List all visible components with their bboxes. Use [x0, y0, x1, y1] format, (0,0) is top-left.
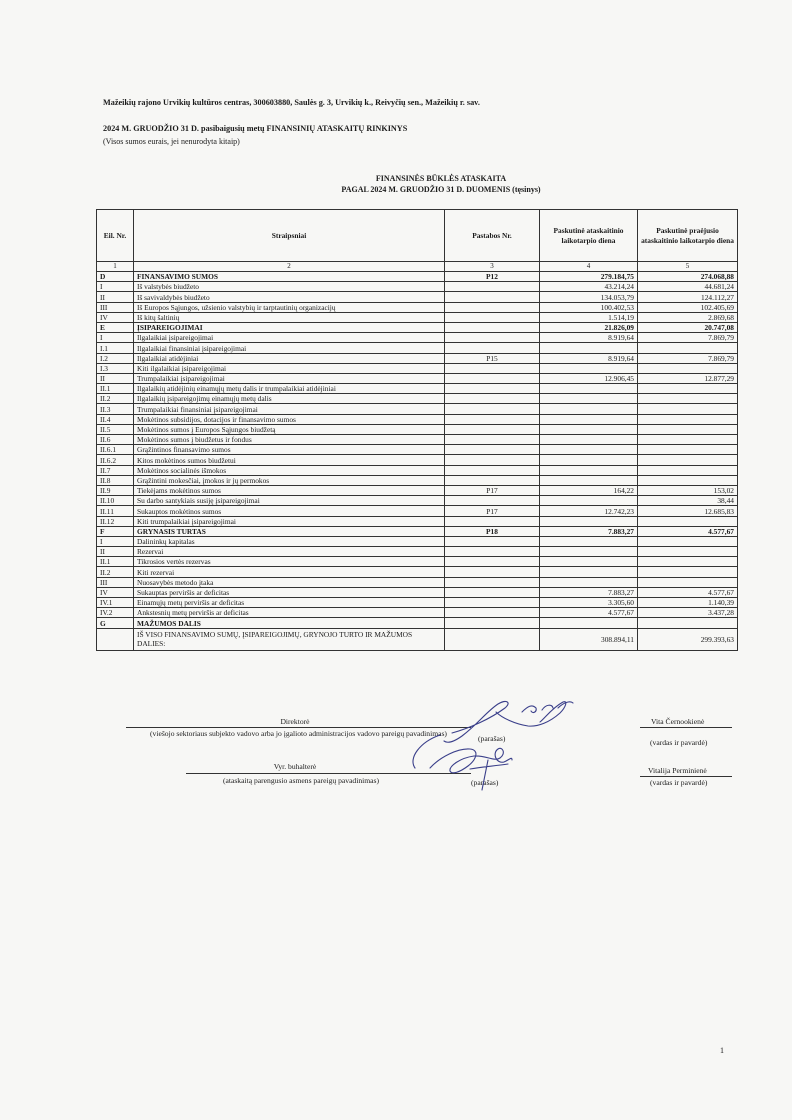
row-code: III — [97, 577, 134, 587]
row-name: Mokėtinos sumos į biudžetus ir fondus — [134, 435, 445, 445]
row-code: II.9 — [97, 485, 134, 495]
total-label: IŠ VISO FINANSAVIMO SUMŲ, ĮSIPAREIGOJIMŲ, GRYNOJO TURTO IR MAŽUMOS DALIES: — [134, 628, 445, 650]
row-name: Einamųjų metų perviršis ar deficitas — [134, 598, 445, 608]
row-note: P12 — [445, 272, 540, 282]
row-previous-value: 124.112,27 — [638, 292, 738, 302]
accountant-title: Vyr. buhalterė — [273, 762, 317, 771]
col-number: 1 — [97, 262, 134, 272]
row-name: Kiti rezervai — [134, 567, 445, 577]
entity-header: Mažeikių rajono Urvikių kultūros centras, 300603880, Saulės g. 3, Urvikių k., Reivyčių sen., Mažeikių r. sav. — [103, 98, 480, 107]
row-name: Rezervai — [134, 547, 445, 557]
col-number: 2 — [134, 262, 445, 272]
row-name: Iš kitų šaltinių — [134, 312, 445, 322]
row-previous-value: 1.140,39 — [638, 598, 738, 608]
header-code: Eil. Nr. — [97, 210, 134, 262]
col-number: 3 — [445, 262, 540, 272]
row-name: Sukauptos mokėtinos sumos — [134, 506, 445, 516]
row-name: Mokėtinos socialinės išmokos — [134, 465, 445, 475]
row-code: I.1 — [97, 343, 134, 353]
signature-caption: (parašas) — [478, 734, 506, 743]
row-name: Ilgalaikių atidėjinių einamųjų metų dalis ir trumpalaikiai atidėjiniai — [134, 384, 445, 394]
row-current-value: 8.919,64 — [540, 333, 638, 343]
row-name: ĮSIPAREIGOJIMAI — [134, 322, 445, 332]
row-code: II.4 — [97, 414, 134, 424]
row-previous-value: 38,44 — [638, 496, 738, 506]
row-code: II — [97, 547, 134, 557]
row-current-value: 7.883,27 — [540, 526, 638, 536]
row-current-value: 164,22 — [540, 485, 638, 495]
row-name: Iš valstybės biudžeto — [134, 282, 445, 292]
row-name: Ilgalaikiai atidėjiniai — [134, 353, 445, 363]
report-title: FINANSINĖS BŪKLĖS ATASKAITA — [375, 174, 507, 183]
row-code: IV.1 — [97, 598, 134, 608]
accountant-caption: (ataskaitą parengusio asmens pareigų pavadinimas) — [222, 776, 380, 785]
row-current-value: 4.577,67 — [540, 608, 638, 618]
row-name: Iš Europos Sąjungos, užsienio valstybių ir tarptautinių organizacijų — [134, 302, 445, 312]
row-name: Grąžintinos finansavimo sumos — [134, 445, 445, 455]
row-note: P15 — [445, 353, 540, 363]
row-current-value: 43.214,24 — [540, 282, 638, 292]
row-code: II.3 — [97, 404, 134, 414]
col-number: 5 — [638, 262, 738, 272]
report-set-title: 2024 M. GRUODŽIO 31 D. pasibaigusių metų FINANSINIŲ ATASKAITŲ RINKINYS — [103, 124, 408, 133]
row-code: II.1 — [97, 557, 134, 567]
row-code: II.6 — [97, 435, 134, 445]
row-name: Ankstesnių metų perviršis ar deficitas — [134, 608, 445, 618]
signature-caption: (parašas) — [471, 778, 499, 787]
col-number: 4 — [540, 262, 638, 272]
report-subtitle: PAGAL 2024 M. GRUODŽIO 31 D. DUOMENIS (tęsinys) — [341, 185, 541, 194]
director-name: Vita Černookienė — [651, 717, 705, 726]
row-code: I.2 — [97, 353, 134, 363]
row-name: Sukauptas perviršis ar deficitas — [134, 587, 445, 597]
row-code: IV — [97, 312, 134, 322]
row-code: I — [97, 333, 134, 343]
row-code: II.5 — [97, 424, 134, 434]
row-code: III — [97, 302, 134, 312]
row-name: FINANSAVIMO SUMOS — [134, 272, 445, 282]
row-current-value: 100.402,53 — [540, 302, 638, 312]
header-previous: Paskutinė praėjusio ataskaitinio laikotarpio diena — [638, 210, 738, 262]
row-name: GRYNASIS TURTAS — [134, 526, 445, 536]
row-code: IV — [97, 587, 134, 597]
row-previous-value: 2.869,68 — [638, 312, 738, 322]
row-current-value: 12.906,45 — [540, 373, 638, 383]
row-previous-value: 274.068,88 — [638, 272, 738, 282]
row-code: II.6.1 — [97, 445, 134, 455]
row-name: MAŽUMOS DALIS — [134, 618, 445, 628]
header-name: Straipsniai — [134, 210, 445, 262]
row-code: II.6.2 — [97, 455, 134, 465]
accountant-name: Vitalija Perminienė — [648, 766, 707, 775]
row-current-value: 7.883,27 — [540, 587, 638, 597]
row-previous-value: 7.869,79 — [638, 353, 738, 363]
row-code: IV.2 — [97, 608, 134, 618]
row-name: Trumpalaikiai įsipareigojimai — [134, 373, 445, 383]
row-name: Nuosavybės metodo įtaka — [134, 577, 445, 587]
row-previous-value: 102.405,69 — [638, 302, 738, 312]
row-name: Iš savivaldybės biudžeto — [134, 292, 445, 302]
row-current-value: 3.305,60 — [540, 598, 638, 608]
name-caption: (vardas ir pavardė) — [650, 778, 708, 787]
row-code: D — [97, 272, 134, 282]
row-name: Dalininkų kapitalas — [134, 536, 445, 546]
row-note: P17 — [445, 506, 540, 516]
currency-note: (Visos sumos eurais, jei nenurodyta kitaip) — [103, 137, 240, 146]
page-number: 1 — [720, 1046, 724, 1055]
row-name: Trumpalaikiai finansiniai įsipareigojimai — [134, 404, 445, 414]
row-previous-value: 4.577,67 — [638, 587, 738, 597]
row-previous-value: 44.681,24 — [638, 282, 738, 292]
row-code: II.11 — [97, 506, 134, 516]
row-name: Grąžintini mokesčiai, įmokos ir jų permokos — [134, 475, 445, 485]
director-caption: (viešojo sektoriaus subjekto vadovo arba jo įgalioto administracijos vadovo pareigų pavadinimas) — [150, 729, 447, 738]
header-current: Paskutinė ataskaitinio laikotarpio diena — [540, 210, 638, 262]
row-previous-value: 20.747,08 — [638, 322, 738, 332]
total-previous-value: 299.393,63 — [638, 628, 738, 650]
row-code: I — [97, 536, 134, 546]
row-code: G — [97, 618, 134, 628]
name-caption: (vardas ir pavardė) — [650, 738, 708, 747]
row-current-value: 134.053,79 — [540, 292, 638, 302]
row-note: P18 — [445, 526, 540, 536]
row-name: Ilgalaikiai finansiniai įsipareigojimai — [134, 343, 445, 353]
row-name: Tikrosios vertės rezervas — [134, 557, 445, 567]
row-current-value: 12.742,23 — [540, 506, 638, 516]
row-code: II.1 — [97, 384, 134, 394]
row-code: II.2 — [97, 394, 134, 404]
row-current-value: 279.184,75 — [540, 272, 638, 282]
row-code: E — [97, 322, 134, 332]
row-code: II.8 — [97, 475, 134, 485]
row-previous-value: 12.877,29 — [638, 373, 738, 383]
row-current-value: 8.919,64 — [540, 353, 638, 363]
row-previous-value: 7.869,79 — [638, 333, 738, 343]
row-previous-value: 153,02 — [638, 485, 738, 495]
row-code: F — [97, 526, 134, 536]
row-name: Kitos mokėtinos sumos biudžetui — [134, 455, 445, 465]
row-name: Mokėtinos subsidijos, dotacijos ir finansavimo sumos — [134, 414, 445, 424]
row-code: II — [97, 292, 134, 302]
total-current-value: 308.894,11 — [540, 628, 638, 650]
row-code: II.2 — [97, 567, 134, 577]
row-name: Ilgalaikių įsipareigojimų einamųjų metų dalis — [134, 394, 445, 404]
row-name: Su darbo santykiais susiję įsipareigojimai — [134, 496, 445, 506]
director-title: Direktorė — [280, 717, 310, 726]
row-current-value: 1.514,19 — [540, 312, 638, 322]
row-previous-value: 12.685,83 — [638, 506, 738, 516]
row-code: II.12 — [97, 516, 134, 526]
row-current-value: 21.826,09 — [540, 322, 638, 332]
row-note: P17 — [445, 485, 540, 495]
header-note: Pastabos Nr. — [445, 210, 540, 262]
row-code: II.7 — [97, 465, 134, 475]
accountant-signature — [430, 748, 512, 790]
row-name: Kiti trumpalaikiai įsipareigojimai — [134, 516, 445, 526]
row-code: II — [97, 373, 134, 383]
row-name: Tiekėjams mokėtinos sumos — [134, 485, 445, 495]
row-code: I — [97, 282, 134, 292]
row-name: Kiti ilgalaikiai įsipareigojimai — [134, 363, 445, 373]
row-previous-value: 3.437,28 — [638, 608, 738, 618]
row-code: II.10 — [97, 496, 134, 506]
row-previous-value: 4.577,67 — [638, 526, 738, 536]
row-name: Mokėtinos sumos į Europos Sąjungos biudžetą — [134, 424, 445, 434]
row-code: I.3 — [97, 363, 134, 373]
director-signature — [444, 701, 573, 742]
row-name: Ilgalaikiai įsipareigojimai — [134, 333, 445, 343]
